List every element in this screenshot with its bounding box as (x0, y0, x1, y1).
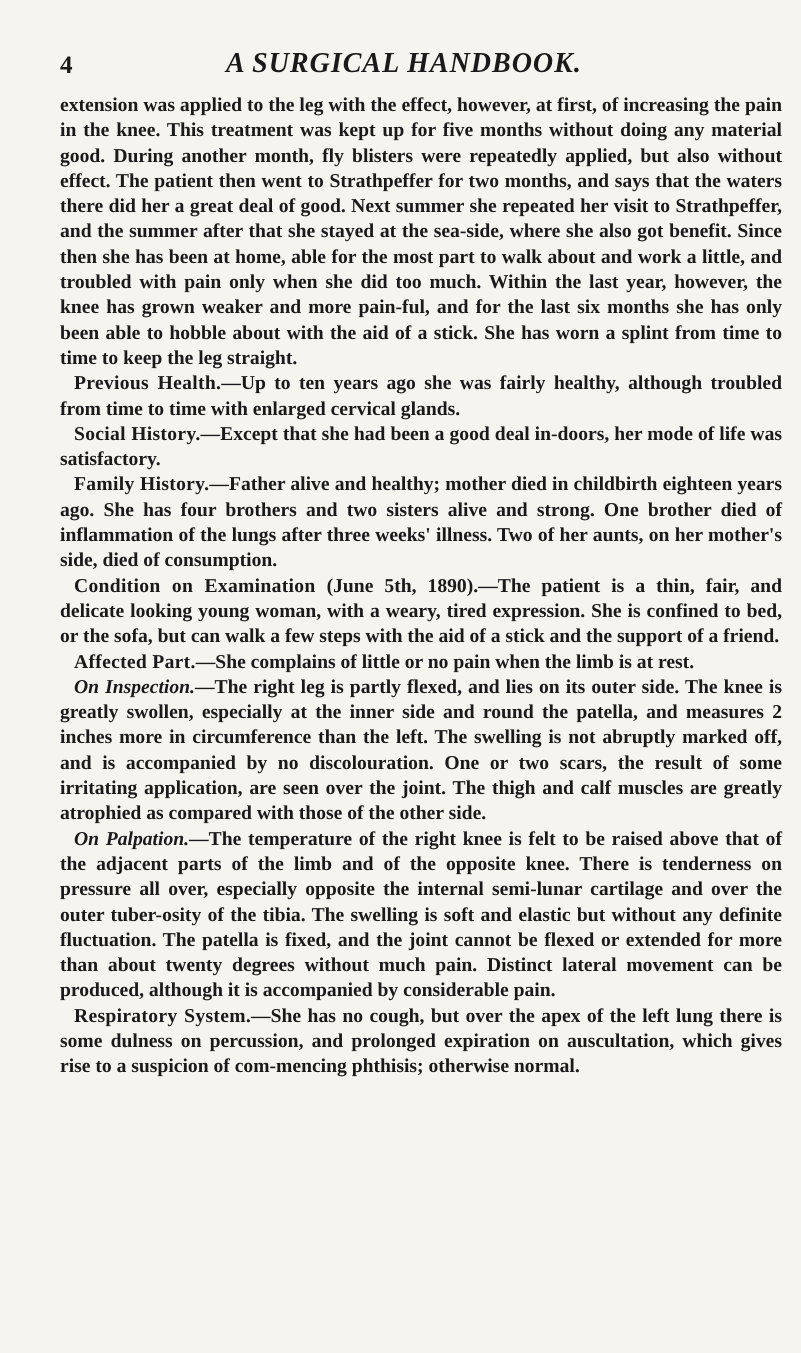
paragraph-text: extension was applied to the leg with the effect, however, at first, of increasing the pain in the knee. This treatment was kept up for five months without doing any material good. During another month, fly blisters were repeatedly applied, but also without effect. The patient then went to Strathpeffer for two months, and says that the waters there did her a great deal of good. Next summer she repeated her visit to Strathpeffer, and the summer after that she stayed at the sea-side, where she also got benefit. Since then she has been at home, able for the most part to walk about and work a little, and troubled with pain only when she did too much. Within the last year, however, the knee has grown weaker and more pain-ful, and for the last six months she has only been able to hobble about with the aid of a stick. She has worn a splint from time to time to keep the leg straight. (60, 95, 782, 369)
paragraph-history-continued (60, 93, 782, 371)
paragraph-text: —Except that she had been a good deal in-doors, her mode of life was satisfactory. (60, 423, 783, 471)
section-heading: Respiratory System. (74, 1005, 252, 1027)
subsection-heading: On Inspection. (74, 676, 195, 698)
paragraph-on-inspection (60, 675, 782, 827)
paragraph-respiratory-system (60, 1004, 782, 1080)
paragraph-text: —She has no cough, but over the apex of the left lung there is some dulness on percussion, and prolonged expiration on auscultation, which gives rise to a suspicion of com-mencing phthisis; otherwise normal. (60, 1005, 782, 1078)
paragraph-text: —Father alive and healthy; mother died in childbirth eighteen years ago. She has four brothers and two sisters alive and strong. One brother died of inflammation of the lungs after three weeks' illness. Two of her aunts, on her mother's side, died of consumption. (60, 474, 782, 572)
paragraph-previous-health (60, 371, 782, 422)
running-title: A SURGICAL HANDBOOK. (226, 48, 582, 79)
section-heading: Family History. (74, 474, 210, 496)
section-heading: Affected Part. (74, 651, 196, 673)
paragraph-text: (June 5th, 1890).—The patient is a thin, fair, and delicate looking young woman, with a weary, tired expression. She is confined to bed, or the sofa, but can walk a few steps with the aid of a stick and the support of a friend. (60, 575, 782, 648)
subsection-heading: On Palpation. (74, 828, 190, 850)
body-text (60, 93, 782, 1080)
paragraph-on-palpation (60, 827, 782, 1004)
paragraph-text: —The temperature of the right knee is felt to be raised above that of the adjacent parts of the limb and of the opposite knee. There is tenderness on pressure all over, especially opposite the internal semi-lunar cartilage and over the outer tuber-osity of the tibia. The swelling is soft and elastic but without any definite fluctuation. The patella is fixed, and the joint cannot be flexed or extended for more than about twenty degrees without much pain. Distinct lateral movement can be produced, although it is accompanied by considerable pain. (60, 828, 782, 1002)
page-number: 4 (60, 52, 73, 79)
running-head (0, 48, 801, 82)
paragraph-condition-on-examination (60, 574, 782, 650)
paragraph-text: —She complains of little or no pain when the limb is at rest. (195, 651, 695, 673)
section-heading: Condition on Examination (74, 575, 316, 597)
section-heading: Social History. (74, 423, 201, 445)
paragraph-family-history (60, 472, 782, 573)
paragraph-social-history (60, 422, 782, 473)
paragraph-text: —Up to ten years ago she was fairly healthy, although troubled from time to time with enlarged cervical glands. (60, 373, 783, 420)
paragraph-affected-part (60, 650, 782, 675)
section-heading: Previous Health. (74, 373, 222, 395)
paragraph-text: —The right leg is partly flexed, and lies on its outer side. The knee is greatly swollen, especially at the inner side and round the patella, and measures 2 inches more in circumference than the left. The swelling is not abruptly marked off, and is accompanied by no discolouration. One or two scars, the result of some irritating application, are seen over the joint. The thigh and calf muscles are greatly atrophied as compared with those of the other side. (60, 676, 782, 825)
